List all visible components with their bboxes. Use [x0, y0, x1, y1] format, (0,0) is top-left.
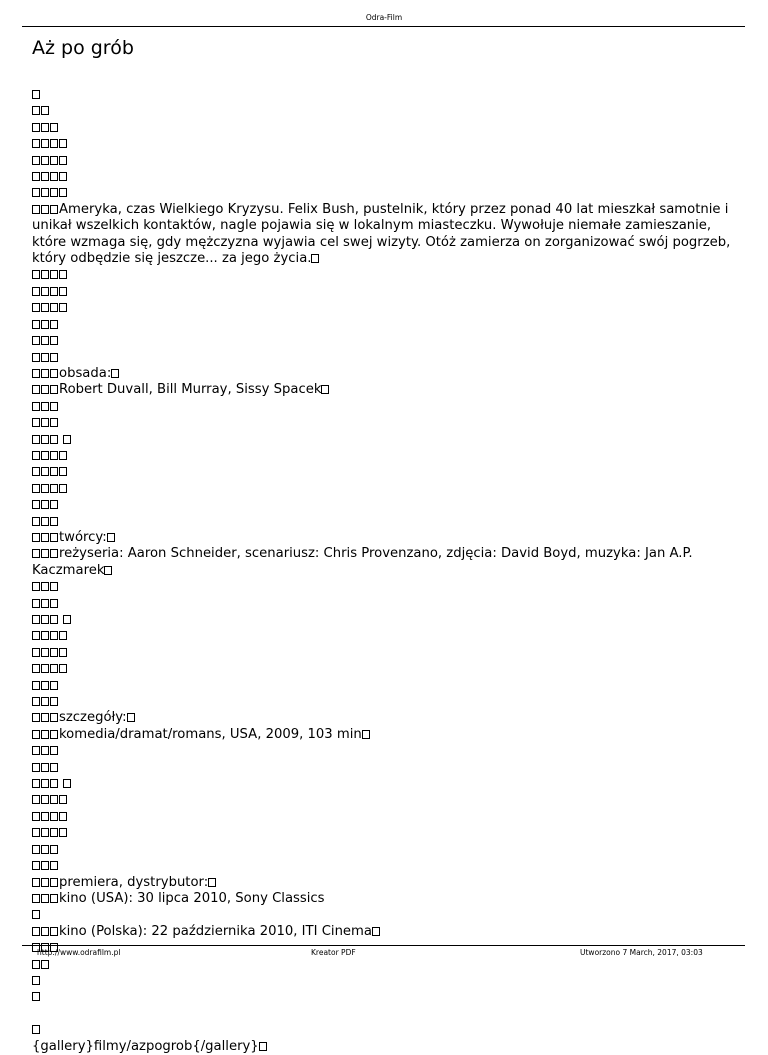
body-line [32, 284, 742, 300]
missing-glyph-box [32, 795, 40, 804]
body-line [32, 891, 742, 907]
body-line [32, 710, 742, 726]
missing-glyph-box [32, 828, 40, 837]
missing-glyph-box [32, 402, 40, 411]
missing-glyph-box [41, 878, 49, 887]
missing-glyph-box [321, 385, 329, 394]
document-body [32, 87, 742, 1055]
body-line [32, 727, 742, 743]
missing-glyph-box [41, 418, 49, 427]
missing-glyph-box [32, 139, 40, 148]
body-text: premiera, dystrybutor: [59, 874, 209, 890]
missing-glyph-box [32, 763, 40, 772]
missing-glyph-box [41, 599, 49, 608]
body-line [32, 760, 742, 776]
body-line [32, 612, 742, 628]
missing-glyph-box [50, 681, 58, 690]
body-text: twórcy: [59, 529, 107, 545]
missing-glyph-box [32, 713, 40, 722]
missing-glyph-box [41, 795, 49, 804]
missing-glyph-box [41, 960, 49, 969]
body-line [32, 366, 742, 382]
missing-glyph-box [41, 631, 49, 640]
body-line [32, 858, 742, 874]
body-line [32, 432, 742, 448]
missing-glyph-box [32, 582, 40, 591]
missing-glyph-box [41, 845, 49, 854]
missing-glyph-box [41, 385, 49, 394]
missing-glyph-box [41, 106, 49, 115]
missing-glyph-box [50, 861, 58, 870]
missing-glyph-box [41, 763, 49, 772]
missing-glyph-box [32, 960, 40, 969]
body-line [32, 514, 742, 530]
body-text: kino (USA): 30 lipca 2010, Sony Classics [59, 890, 325, 906]
body-line [32, 546, 742, 579]
missing-glyph-box [41, 681, 49, 690]
missing-glyph-box [50, 697, 58, 706]
missing-glyph-box [59, 172, 67, 181]
missing-glyph-box [59, 648, 67, 657]
missing-glyph-box [41, 451, 49, 460]
missing-glyph-box [41, 697, 49, 706]
missing-glyph-box [32, 976, 40, 985]
missing-glyph-box [32, 927, 40, 936]
missing-glyph-box [208, 878, 216, 887]
missing-glyph-box [50, 320, 58, 329]
body-text: komedia/dramat/romans, USA, 2009, 103 min [59, 726, 362, 742]
document-title: Aż po grób [32, 37, 134, 59]
body-line [32, 530, 742, 546]
missing-glyph-box [32, 910, 40, 919]
missing-glyph-box [63, 779, 71, 788]
body-line [32, 1039, 742, 1055]
missing-glyph-box [50, 500, 58, 509]
body-line [32, 448, 742, 464]
missing-glyph-box [32, 878, 40, 887]
missing-glyph-box [32, 861, 40, 870]
missing-glyph-box [32, 451, 40, 460]
missing-glyph-box [32, 746, 40, 755]
missing-glyph-box [41, 484, 49, 493]
missing-glyph-box [50, 402, 58, 411]
body-line [32, 120, 742, 136]
missing-glyph-box [50, 139, 58, 148]
body-line [32, 497, 742, 513]
body-line [32, 185, 742, 201]
missing-glyph-box [41, 139, 49, 148]
body-line [32, 661, 742, 677]
missing-glyph-box [41, 156, 49, 165]
missing-glyph-box [32, 779, 40, 788]
body-line [32, 678, 742, 694]
missing-glyph-box [50, 845, 58, 854]
missing-glyph-box [41, 172, 49, 181]
body-line [32, 809, 742, 825]
missing-glyph-box [32, 484, 40, 493]
missing-glyph-box [41, 188, 49, 197]
missing-glyph-box [41, 402, 49, 411]
footer-divider [22, 945, 745, 946]
body-line [32, 825, 742, 841]
body-line [32, 267, 742, 283]
missing-glyph-box [32, 648, 40, 657]
footer-url: http://www.odrafilm.pl [37, 948, 121, 957]
missing-glyph-box [50, 631, 58, 640]
missing-glyph-box [32, 664, 40, 673]
body-text: Ameryka, czas Wielkiego Kryzysu. Felix Bush, pustelnik, który przez ponad 40 lat mieszkał samotnie i unikał wszelkich kontaktów, nagle pojawia się w lokalnym miasteczku. Wywołuje niemałe zamieszanie, które wzmaga się, gdy mężczyzna wyjawia cel swej wizyty. Otóż zamierza on zorganizować swój pogrzeb, który odbędzie się jeszcze... za jego życia. [32, 201, 735, 267]
body-line [32, 103, 742, 119]
missing-glyph-box [41, 500, 49, 509]
body-line [32, 202, 742, 268]
missing-glyph-box [50, 369, 58, 378]
missing-glyph-box [50, 927, 58, 936]
missing-glyph-box [59, 188, 67, 197]
body-line [32, 1022, 742, 1038]
missing-glyph-box [41, 828, 49, 837]
missing-glyph-box [107, 533, 115, 542]
missing-glyph-box [50, 615, 58, 624]
missing-glyph-box [41, 861, 49, 870]
body-line [32, 464, 742, 480]
missing-glyph-box [50, 878, 58, 887]
missing-glyph-box [32, 697, 40, 706]
missing-glyph-box [41, 648, 49, 657]
missing-glyph-box [59, 270, 67, 279]
missing-glyph-box [50, 287, 58, 296]
missing-glyph-box [41, 582, 49, 591]
body-line [32, 317, 742, 333]
missing-glyph-box [32, 287, 40, 296]
missing-glyph-box [41, 549, 49, 558]
body-text: szczegóły: [59, 710, 127, 726]
missing-glyph-box [50, 582, 58, 591]
body-text: kino (Polska): 22 października 2010, ITI Cinema [59, 923, 372, 939]
missing-glyph-box [41, 927, 49, 936]
missing-glyph-box [32, 188, 40, 197]
missing-glyph-box [311, 254, 319, 263]
missing-glyph-box [41, 812, 49, 821]
missing-glyph-box [32, 385, 40, 394]
body-line [32, 842, 742, 858]
missing-glyph-box [50, 533, 58, 542]
missing-glyph-box [32, 369, 40, 378]
missing-glyph-box [50, 730, 58, 739]
missing-glyph-box [41, 287, 49, 296]
missing-glyph-box [32, 172, 40, 181]
missing-glyph-box [50, 713, 58, 722]
missing-glyph-box [63, 615, 71, 624]
missing-glyph-box [362, 730, 370, 739]
missing-glyph-box [111, 369, 119, 378]
body-line [32, 924, 742, 940]
missing-glyph-box [50, 336, 58, 345]
missing-glyph-box [41, 615, 49, 624]
missing-glyph-box [50, 517, 58, 526]
missing-glyph-box [32, 90, 40, 99]
body-line [32, 596, 742, 612]
missing-glyph-box [41, 779, 49, 788]
missing-glyph-box [41, 336, 49, 345]
missing-glyph-box [32, 599, 40, 608]
body-line [32, 743, 742, 759]
missing-glyph-box [41, 320, 49, 329]
missing-glyph-box [32, 517, 40, 526]
missing-glyph-box [50, 172, 58, 181]
missing-glyph-box [59, 795, 67, 804]
missing-glyph-box [372, 927, 380, 936]
missing-glyph-box [32, 336, 40, 345]
body-line [32, 382, 742, 398]
missing-glyph-box [32, 123, 40, 132]
body-text: Robert Duvall, Bill Murray, Sissy Spacek [59, 382, 322, 398]
missing-glyph-box [59, 631, 67, 640]
missing-glyph-box [32, 533, 40, 542]
missing-glyph-box [32, 500, 40, 509]
missing-glyph-box [50, 812, 58, 821]
missing-glyph-box [41, 205, 49, 214]
missing-glyph-box [50, 123, 58, 132]
footer-generator: Kreator PDF [311, 948, 356, 957]
missing-glyph-box [32, 812, 40, 821]
missing-glyph-box [32, 549, 40, 558]
missing-glyph-box [32, 205, 40, 214]
missing-glyph-box [41, 894, 49, 903]
missing-glyph-box [50, 664, 58, 673]
missing-glyph-box [50, 385, 58, 394]
missing-glyph-box [41, 730, 49, 739]
missing-glyph-box [59, 139, 67, 148]
missing-glyph-box [32, 270, 40, 279]
body-line [32, 136, 742, 152]
missing-glyph-box [50, 353, 58, 362]
page-header-title: Odra-Film [365, 13, 403, 22]
missing-glyph-box [50, 795, 58, 804]
body-line [32, 957, 742, 973]
body-line [32, 153, 742, 169]
missing-glyph-box [32, 418, 40, 427]
body-line [32, 169, 742, 185]
missing-glyph-box [59, 451, 67, 460]
missing-glyph-box [41, 746, 49, 755]
missing-glyph-box [59, 812, 67, 821]
missing-glyph-box [59, 664, 67, 673]
header-divider [22, 26, 745, 27]
body-line [32, 973, 742, 989]
missing-glyph-box [32, 631, 40, 640]
missing-glyph-box [50, 648, 58, 657]
missing-glyph-box [50, 418, 58, 427]
body-line [32, 645, 742, 661]
missing-glyph-box [32, 894, 40, 903]
missing-glyph-box [41, 467, 49, 476]
missing-glyph-box [50, 763, 58, 772]
missing-glyph-box [32, 303, 40, 312]
missing-glyph-box [32, 435, 40, 444]
missing-glyph-box [41, 353, 49, 362]
body-line [32, 415, 742, 431]
missing-glyph-box [50, 599, 58, 608]
missing-glyph-box [50, 451, 58, 460]
missing-glyph-box [259, 1042, 267, 1051]
missing-glyph-box [50, 549, 58, 558]
missing-glyph-box [32, 467, 40, 476]
missing-glyph-box [50, 746, 58, 755]
missing-glyph-box [32, 730, 40, 739]
missing-glyph-box [50, 205, 58, 214]
missing-glyph-box [32, 845, 40, 854]
body-line [32, 579, 742, 595]
missing-glyph-box [32, 106, 40, 115]
missing-glyph-box [41, 270, 49, 279]
missing-glyph-box [32, 320, 40, 329]
body-line [32, 694, 742, 710]
missing-glyph-box [32, 615, 40, 624]
missing-glyph-box [41, 123, 49, 132]
missing-glyph-box [59, 303, 67, 312]
missing-glyph-box [59, 484, 67, 493]
missing-glyph-box [127, 713, 135, 722]
missing-glyph-box [32, 681, 40, 690]
body-text: {gallery}filmy/azpogrob{/gallery} [32, 1038, 259, 1054]
missing-glyph-box [50, 156, 58, 165]
body-text: reżyseria: Aaron Schneider, scenariusz: Chris Provenzano, zdjęcia: David Boyd, muzyka: Jan A.P. Kaczmarek [32, 546, 697, 578]
missing-glyph-box [32, 156, 40, 165]
missing-glyph-box [32, 1025, 40, 1034]
body-line [32, 481, 742, 497]
missing-glyph-box [59, 287, 67, 296]
missing-glyph-box [50, 303, 58, 312]
missing-glyph-box [41, 435, 49, 444]
missing-glyph-box [50, 894, 58, 903]
body-line [32, 1006, 742, 1022]
body-line [32, 907, 742, 923]
body-line [32, 350, 742, 366]
missing-glyph-box [50, 828, 58, 837]
missing-glyph-box [41, 517, 49, 526]
body-line [32, 875, 742, 891]
missing-glyph-box [41, 533, 49, 542]
body-line [32, 776, 742, 792]
body-line [32, 792, 742, 808]
missing-glyph-box [41, 664, 49, 673]
missing-glyph-box [63, 435, 71, 444]
missing-glyph-box [32, 353, 40, 362]
missing-glyph-box [41, 369, 49, 378]
missing-glyph-box [41, 713, 49, 722]
missing-glyph-box [50, 467, 58, 476]
missing-glyph-box [104, 566, 112, 575]
body-text: obsada: [59, 365, 112, 381]
body-line [32, 87, 742, 103]
body-line [32, 300, 742, 316]
missing-glyph-box [50, 270, 58, 279]
missing-glyph-box [50, 188, 58, 197]
body-line [32, 628, 742, 644]
missing-glyph-box [59, 467, 67, 476]
missing-glyph-box [50, 435, 58, 444]
missing-glyph-box [59, 828, 67, 837]
missing-glyph-box [41, 303, 49, 312]
footer-created: Utworzono 7 March, 2017, 03:03 [580, 948, 703, 957]
missing-glyph-box [59, 156, 67, 165]
body-line [32, 989, 742, 1005]
body-line [32, 333, 742, 349]
body-line [32, 399, 742, 415]
missing-glyph-box [50, 779, 58, 788]
missing-glyph-box [50, 484, 58, 493]
